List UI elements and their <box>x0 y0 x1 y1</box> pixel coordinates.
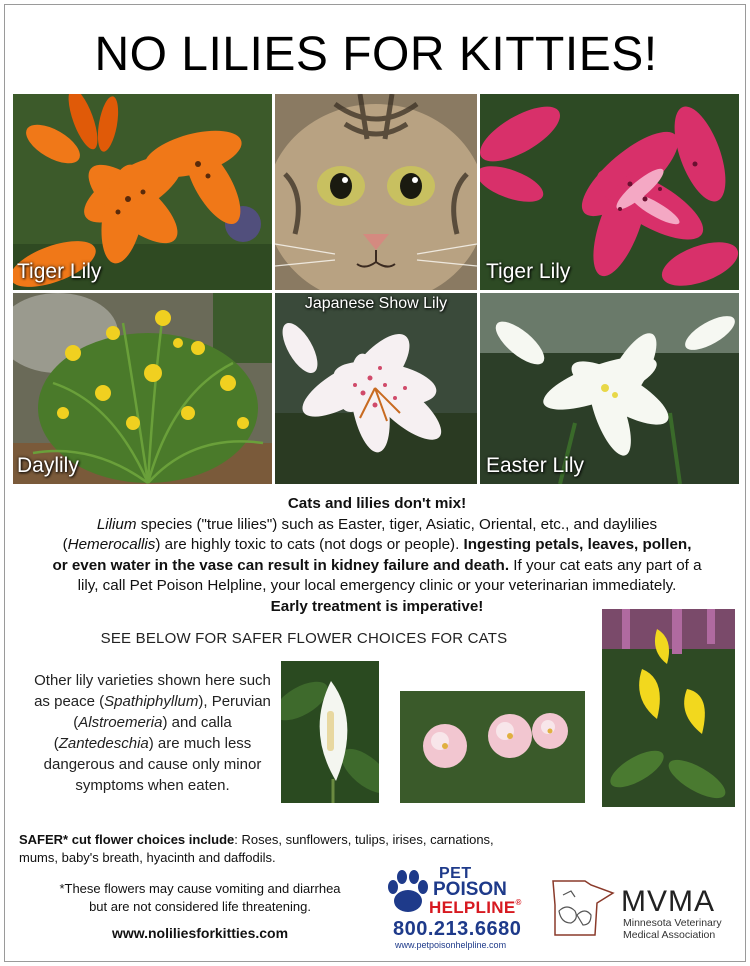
footnote-line2: but are not considered life threatening. <box>89 899 311 914</box>
other-text-a: Other lily varieties shown here such as peace ( <box>34 672 271 710</box>
genus-zantedeschia: Zantedeschia <box>58 735 149 752</box>
pet-poison-helpline-logo <box>381 865 541 953</box>
warning-text <box>19 494 735 617</box>
helpline-phone[interactable]: 800.213.6680 <box>393 918 522 940</box>
safer-heading: SEE BELOW FOR SAFER FLOWER CHOICES FOR CATS <box>100 630 508 647</box>
warning-text-c: If your cat eats any part of a <box>509 556 702 574</box>
tile-label: Easter Lily <box>486 454 585 477</box>
tile-label: Daylily <box>17 454 79 477</box>
mvma-full-name <box>623 917 722 941</box>
calla-lily-image <box>602 609 735 807</box>
other-text-d: ) are much less dangerous and cause only minor symptoms when eaten. <box>43 735 262 794</box>
genus-hemerocallis: Hemerocallis <box>67 536 156 553</box>
photo-japanese-show-lily <box>275 293 477 484</box>
japanese-show-lily-image <box>275 293 477 484</box>
helpline-word: HELPLINE <box>429 898 516 917</box>
helpline-url[interactable]: www.petpoisonhelpline.com <box>395 940 507 950</box>
photo-daylily <box>13 293 272 484</box>
warning-closing: Early treatment is imperative! <box>270 597 484 615</box>
photo-calla-lily <box>602 609 735 807</box>
photo-easter-lily <box>480 293 739 484</box>
photo-cat <box>275 94 477 290</box>
warning-bold-b: or even water in the vase can result in kidney failure and death. <box>52 556 510 574</box>
peace-lily-image <box>281 661 379 803</box>
genus-spathiphyllum: Spathiphyllum <box>104 693 199 710</box>
photo-peruvian-lily <box>400 691 585 803</box>
genus-alstroemeria: Alstroemeria <box>78 714 163 731</box>
warning-bold-a: Ingesting petals, leaves, pollen, <box>463 536 692 553</box>
paw-print-icon <box>385 867 431 915</box>
tile-label: Tiger Lily <box>17 260 102 283</box>
cut-flower-label: SAFER* cut flower choices include <box>19 832 235 847</box>
cut-flower-list: : Roses, sunflowers, tulips, irises, carnations, mums, baby's breath, hyacinth and daffodils. <box>19 832 494 865</box>
mvma-name-line1: Minnesota Veterinary <box>623 917 722 929</box>
paren: ( <box>62 536 68 553</box>
tile-label: Japanese Show Lily <box>304 295 448 312</box>
photo-grid <box>13 94 739 484</box>
peruvian-lily-image <box>400 691 585 803</box>
cut-flower-text <box>19 831 499 867</box>
logo-word-helpline <box>429 898 522 918</box>
footnote-line1: *These flowers may cause vomiting and diarrhea <box>59 881 341 896</box>
genus-lilium: Lilium <box>96 515 137 533</box>
warning-text-d: lily, call Pet Poison Helpline, your local emergency clinic or your veterinarian immediately. <box>77 577 677 594</box>
warning-heading: Cats and lilies don't mix! <box>287 495 467 512</box>
other-text-b: ), Peruvian ( <box>73 693 271 731</box>
photo-tiger-lily-pink <box>480 94 739 290</box>
page-title: NO LILIES FOR KITTIES! <box>94 28 658 81</box>
footnote <box>19 880 381 916</box>
poster <box>4 4 746 962</box>
logo-word-pet: PET <box>439 865 472 882</box>
logo-word-poison: POISON <box>433 879 507 900</box>
other-lilies-text <box>25 670 280 796</box>
cat-face-image <box>275 94 477 290</box>
tile-label: Tiger Lily <box>486 260 571 283</box>
minnesota-map-animals-icon <box>545 875 617 941</box>
photo-peace-lily <box>281 661 379 803</box>
mvma-logo <box>545 875 735 945</box>
photo-tiger-lily-orange <box>13 94 272 290</box>
other-text-c: ) and calla ( <box>53 714 232 752</box>
registered-mark: ® <box>515 898 522 907</box>
warning-text-a: species ("true lilies") such as Easter, tiger, Asiatic, Oriental, etc., and daylilies <box>136 515 658 533</box>
mvma-name-line2: Medical Association <box>623 929 716 941</box>
mvma-abbr: MVMA <box>621 885 715 918</box>
website-link[interactable]: www.noliliesforkitties.com <box>111 925 289 941</box>
warning-text-b: ) are highly toxic to cats (not dogs or people). <box>155 536 464 553</box>
